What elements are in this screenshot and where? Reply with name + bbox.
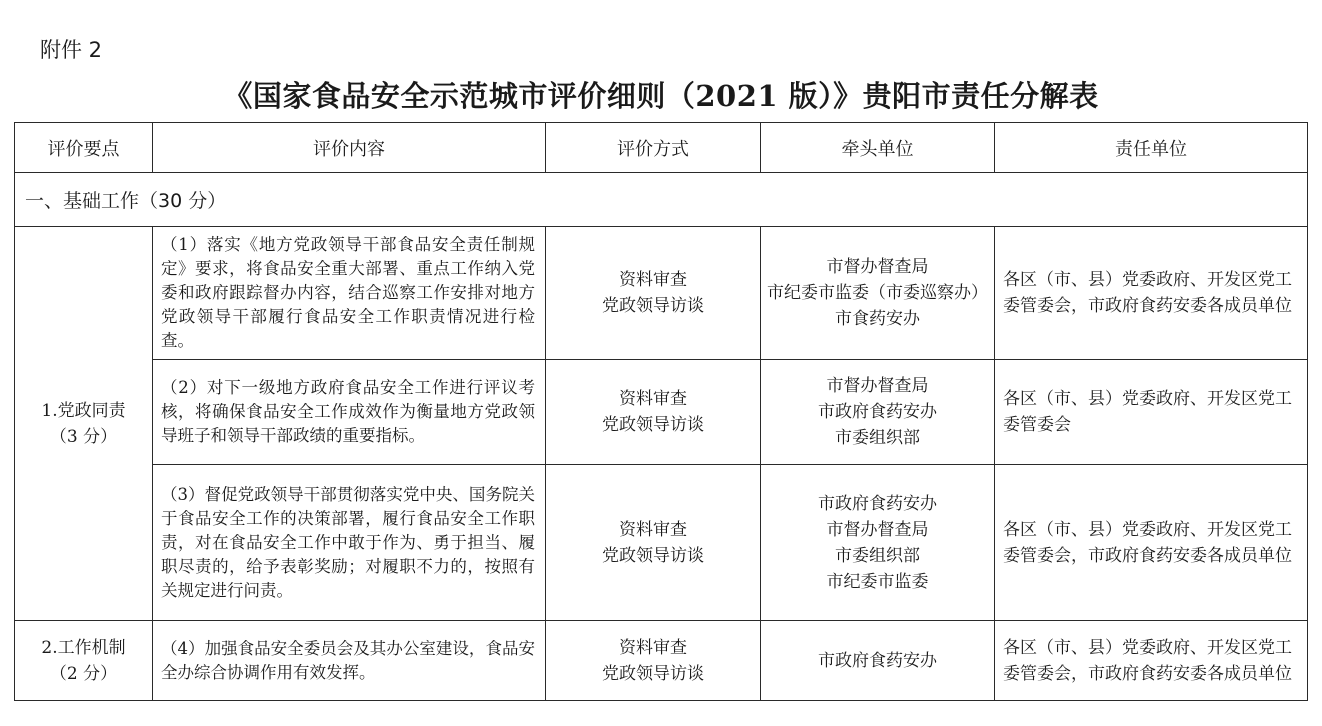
responsible-unit: 各区（市、县）党委政府、开发区党工委管委会，市政府食药安委各成员单位 — [995, 227, 1308, 360]
method-line: 资料审查 — [619, 389, 687, 409]
header-evaluation-point: 评价要点 — [15, 123, 153, 173]
responsible-unit: 各区（市、县）党委政府、开发区党工委管委会，市政府食药安委各成员单位 — [995, 465, 1308, 621]
evaluation-method — [546, 227, 761, 360]
header-lead-unit: 牵头单位 — [761, 123, 995, 173]
section-row — [15, 173, 1308, 227]
method-line: 党政领导访谈 — [602, 545, 704, 566]
attachment-label: 附件 2 — [40, 38, 103, 62]
method-line: 党政领导访谈 — [602, 415, 704, 435]
document-title: 《国家食品安全示范城市评价细则（2021 版）》贵阳市责任分解表 — [223, 79, 1099, 113]
lead-unit-line: 市政府食药安办 — [818, 650, 937, 671]
evaluation-content: （4）加强食品安全委员会及其办公室建设，食品安全办综合协调作用有效发挥。 — [153, 621, 546, 701]
lead-unit-line: 市督办督查局 — [826, 376, 929, 396]
responsibility-table — [14, 122, 1308, 701]
lead-unit-line: 市纪委市监委（市委巡察办） — [767, 283, 988, 303]
lead-unit-line: 市政府食药安办 — [818, 402, 937, 422]
evaluation-content: （3）督促党政领导干部贯彻落实党中央、国务院关于食品安全工作的决策部署，履行食品安全工作职责，对在食品安全工作中敢于作为、勇于担当、履职尽责的，给予表彰奖励；对履职不力的，按照有关规定进行问责。 — [153, 465, 546, 621]
table-row — [15, 360, 1308, 465]
lead-unit — [761, 360, 995, 465]
header-evaluation-method: 评价方式 — [546, 123, 761, 173]
method-line: 资料审查 — [619, 519, 687, 540]
evaluation-content: （1）落实《地方党政领导干部食品安全责任制规定》要求，将食品安全重大部署、重点工作纳入党委和政府跟踪督办内容，结合巡察工作安排对地方党政领导干部履行食品安全工作职责情况进行检查。 — [153, 227, 546, 360]
section-title: 一、基础工作（30 分） — [15, 173, 1308, 227]
evaluation-method — [546, 621, 761, 701]
lead-unit-line: 市督办督查局 — [826, 519, 929, 540]
table-row — [15, 621, 1308, 701]
responsible-unit: 各区（市、县）党委政府、开发区党工委管委会 — [995, 360, 1308, 465]
evaluation-method — [546, 465, 761, 621]
responsible-unit: 各区（市、县）党委政府、开发区党工委管委会，市政府食药安委各成员单位 — [995, 621, 1308, 701]
evaluation-point-score: （2 分） — [49, 663, 118, 684]
evaluation-point-cell — [15, 621, 153, 701]
header-responsible-unit: 责任单位 — [995, 123, 1308, 173]
lead-unit-line: 市纪委市监委 — [826, 571, 929, 592]
method-line: 资料审查 — [619, 270, 687, 290]
evaluation-method — [546, 360, 761, 465]
evaluation-content: （2）对下一级地方政府食品安全工作进行评议考核，将确保食品安全工作成效作为衡量地方党政领导班子和领导干部政绩的重要指标。 — [153, 360, 546, 465]
method-line: 党政领导访谈 — [602, 296, 704, 316]
lead-unit-line: 市食药安办 — [835, 309, 920, 329]
table-row — [15, 465, 1308, 621]
lead-unit — [761, 465, 995, 621]
method-line: 资料审查 — [619, 637, 687, 658]
header-evaluation-content: 评价内容 — [153, 123, 546, 173]
lead-unit — [761, 621, 995, 701]
evaluation-point-name: 1.党政同责 — [41, 400, 126, 421]
lead-unit — [761, 227, 995, 360]
method-line: 党政领导访谈 — [602, 663, 704, 684]
lead-unit-line: 市督办督查局 — [826, 257, 929, 277]
evaluation-point-name: 2.工作机制 — [41, 637, 126, 658]
evaluation-point-cell — [15, 227, 153, 621]
lead-unit-line: 市政府食药安办 — [818, 493, 937, 514]
lead-unit-line: 市委组织部 — [835, 428, 920, 448]
table-row — [15, 227, 1308, 360]
lead-unit-line: 市委组织部 — [835, 545, 920, 566]
evaluation-point-score: （3 分） — [49, 426, 118, 447]
table-header-row — [15, 123, 1308, 173]
